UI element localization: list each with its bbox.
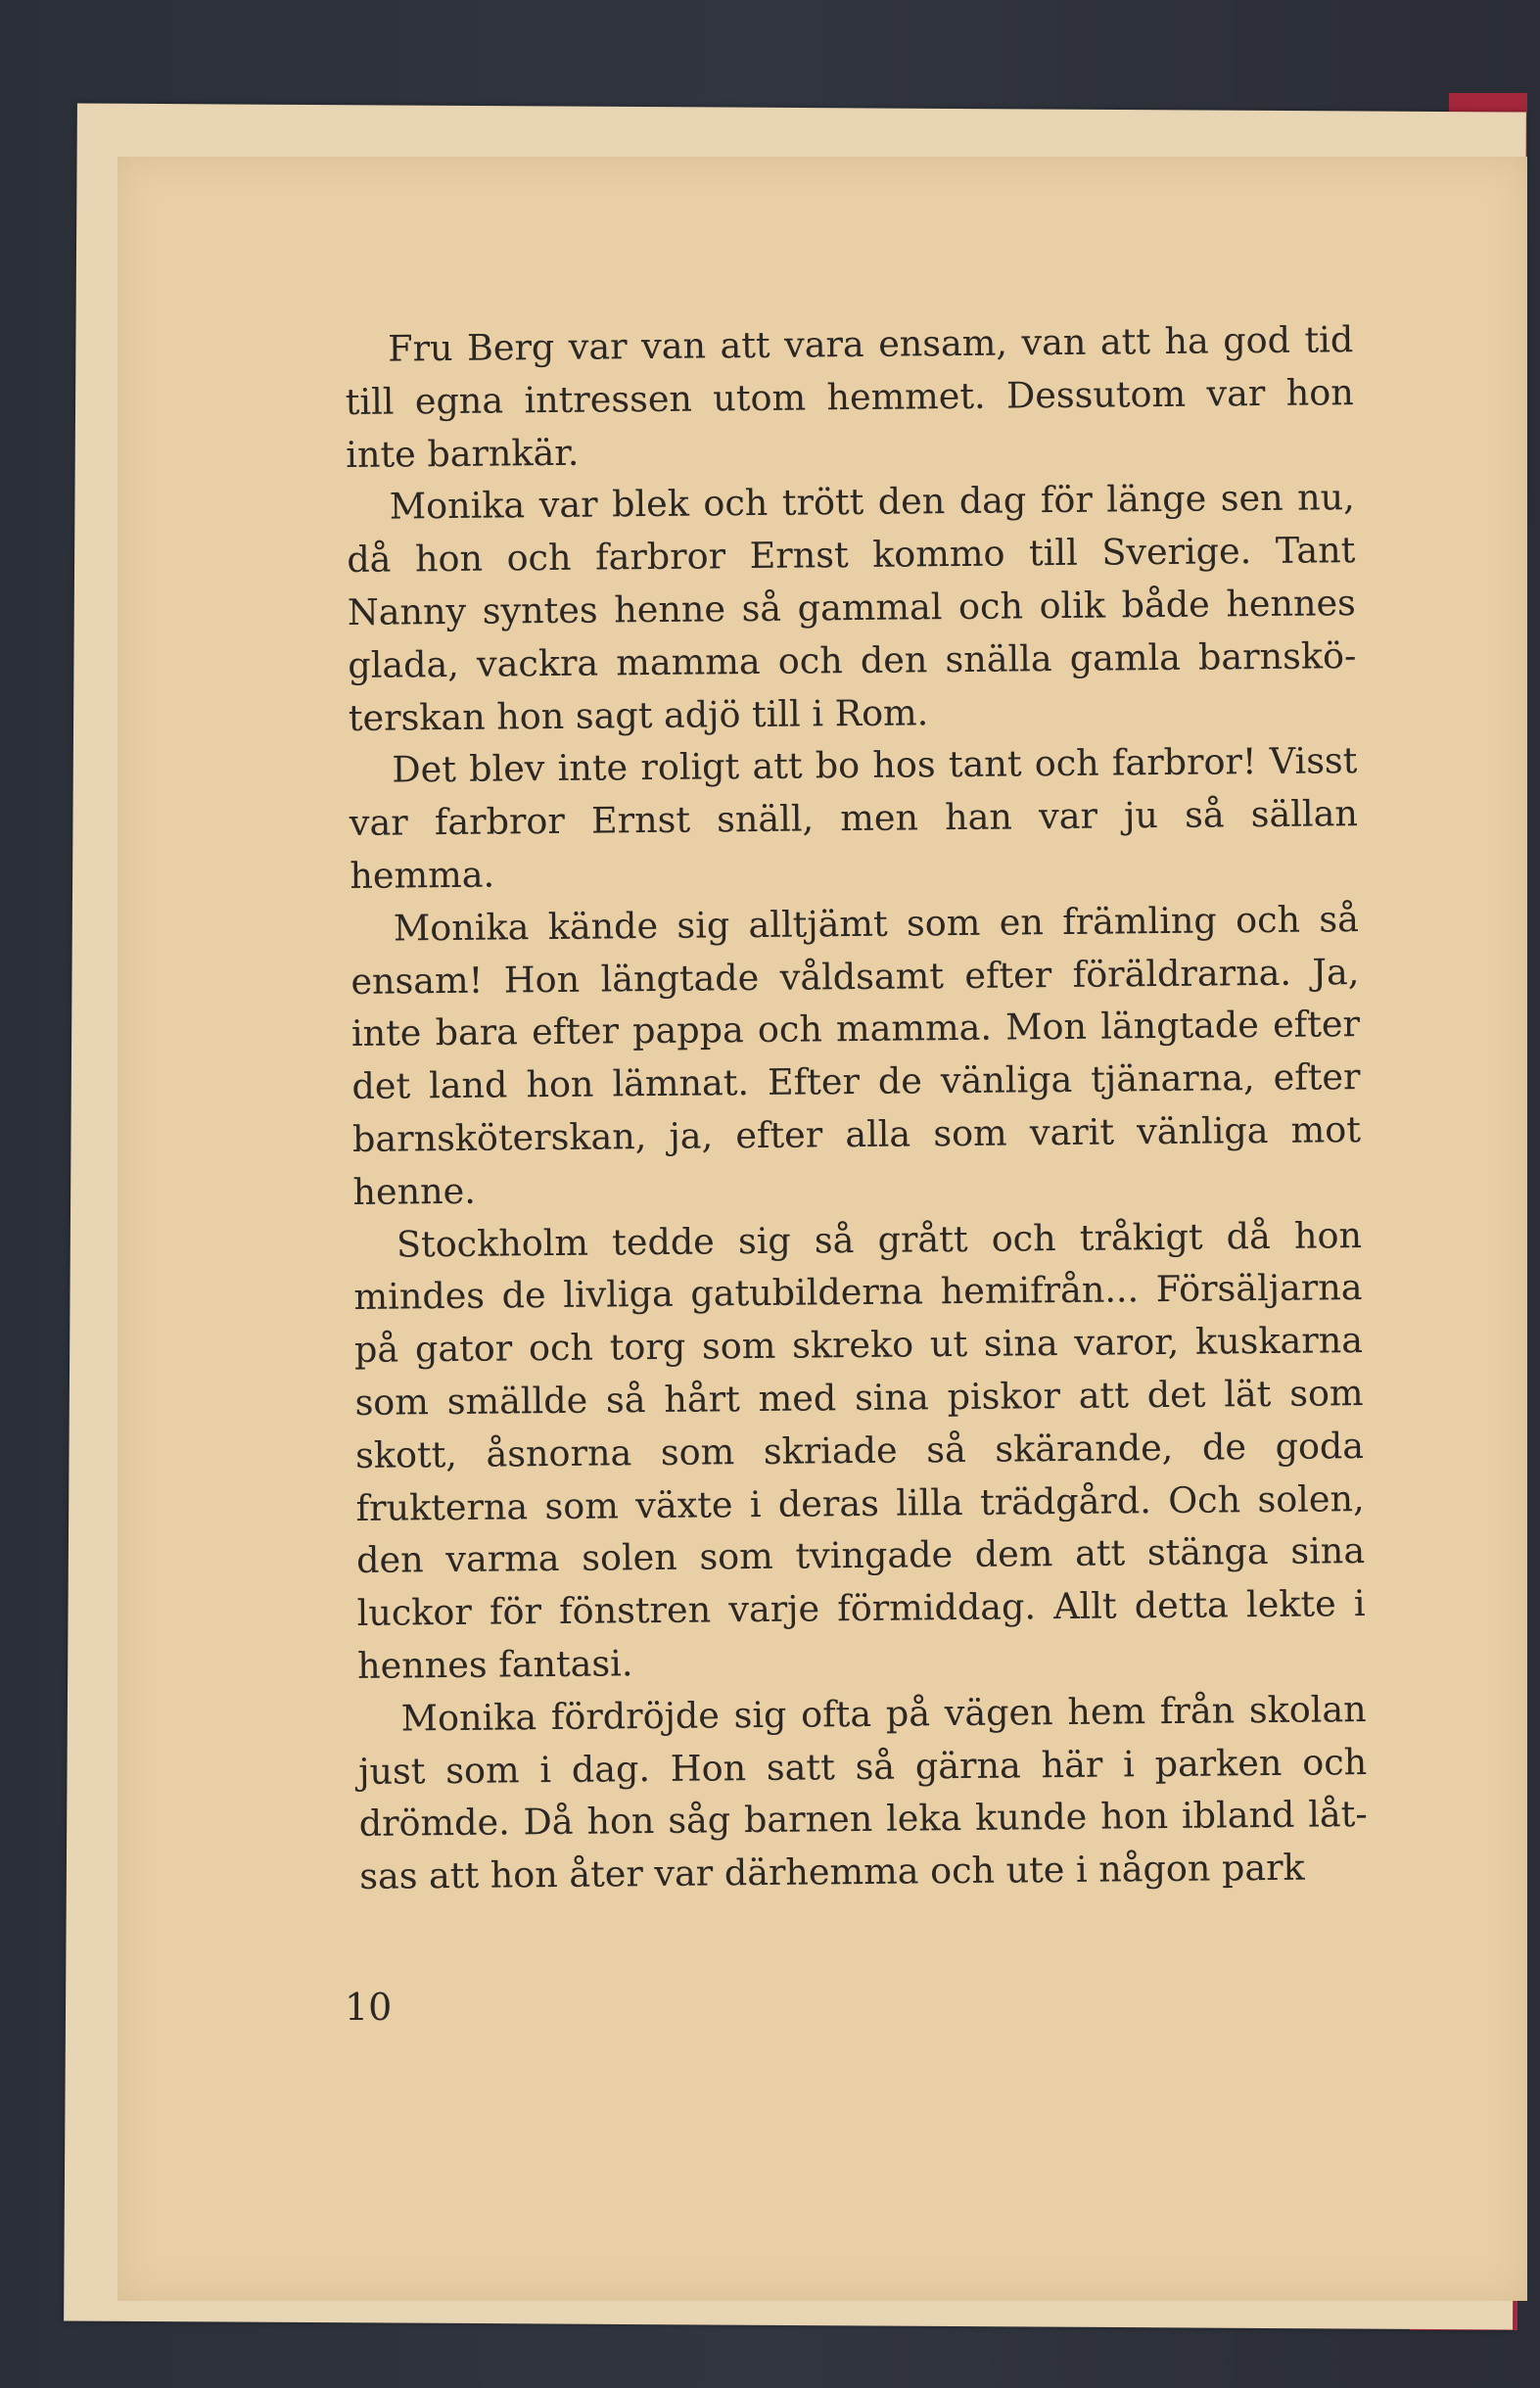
body-text: [345, 313, 1368, 1903]
paragraph: Monika fördröjde sig ofta på vägen hem från skolan just som i dag. Hon satt så gärna här i parken och drömde. Då hon såg barnen leka kunde hon ibland låtsas att hon åter var därhemma och ute i någon park: [357, 1687, 1368, 1898]
paragraph: Monika kände sig alltjämt som en främling och så ensam! Hon längtade våldsamt efter föräldrarna. Ja, inte bara efter pappa och mamma. Mon längtade efter det land hon lämnat. Efter de vänliga tjänarna, efter barnsköterskan, ja, efter alla som varit vänliga mot henne.: [350, 897, 1362, 1213]
paragraph: Det blev inte roligt att bo hos tant och farbror! Visst var farbror Ernst snäll, men han var ju så sällan hemma.: [349, 739, 1359, 897]
paragraph: Fru Berg var van att vara ensam, van att ha god tid till egna intressen utom hemmet. Dessutom var hon inte barnkär.: [345, 318, 1354, 476]
paragraph: Stockholm tedde sig så grått och tråkigt då hon mindes de livliga gatubilderna hemifrån... Försäljarna på gator och torg som skreko ut sina varor, kuskarna som smällde så hårt med sina piskor att det lät som skott, åsnorna som skriade så skärande, de goda frukterna som växte i deras lilla trädgård. Och solen, den varma solen som tvingade dem att stänga sina luckor för fönstren varje förmiddag. Allt detta lekte i hennes fantasi.: [353, 1213, 1366, 1687]
page-number: 10: [345, 1986, 393, 2029]
paragraph: Monika var blek och trött den dag för länge sen nu, då hon och farbror Ernst kommo till Sverige. Tant Nanny syntes henne så gammal och olik både hennes glada, vackra mamma och den snälla gamla barnsköterskan hon sagt adjö till i Rom.: [347, 476, 1357, 739]
